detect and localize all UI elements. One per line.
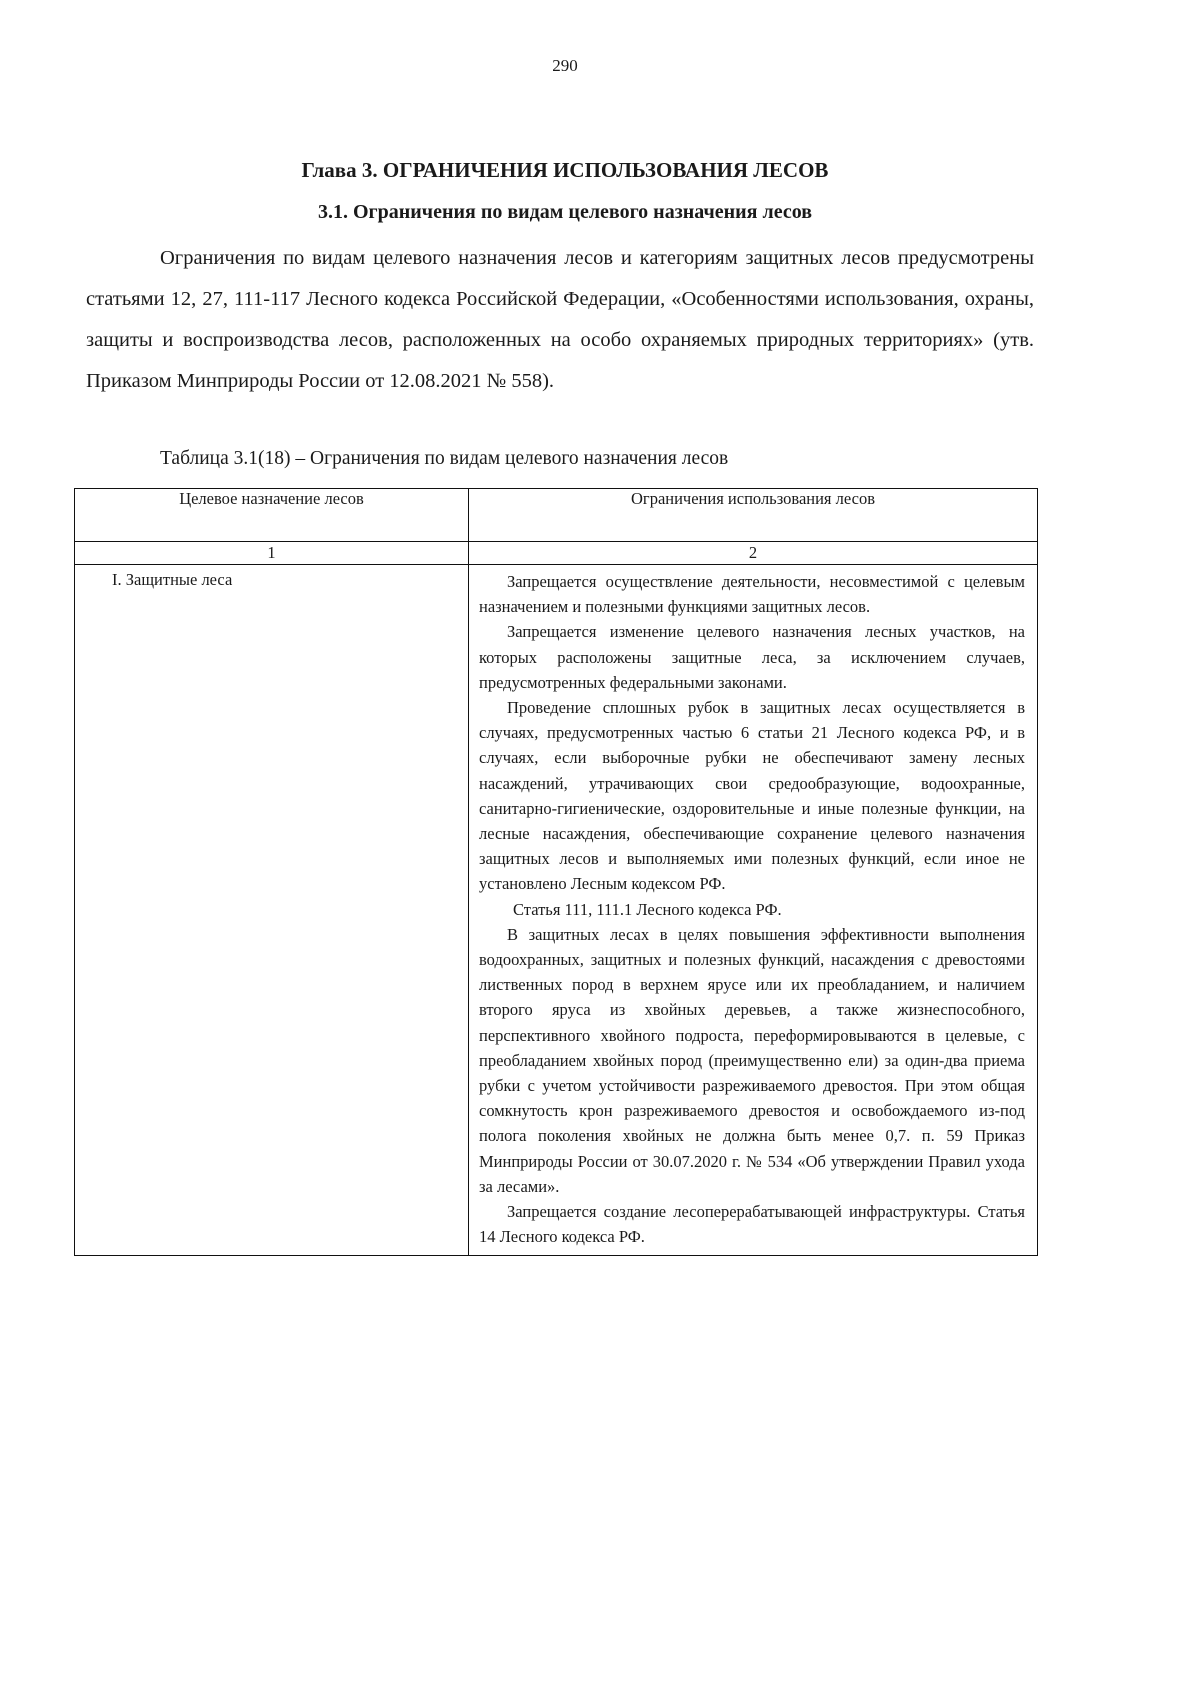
header-purpose: Целевое назначение лесов <box>75 489 469 542</box>
restriction-paragraph: Запрещается осуществление деятельности, несовместимой с целевым назначением и полезными функциями защитных лесов. <box>479 572 1025 617</box>
header-restrictions: Ограничения использования лесов <box>469 489 1038 542</box>
intro-paragraph: Ограничения по видам целевого назначения лесов и категориям защитных лесов предусмотрены статьями 12, 27, 111-117 Лесного кодекса Российской Федерации, «Особенностями использования, охраны, защиты и воспроизводства лесов, расположенных на особо охраняемых природных территориях» (утв. Приказом Минприроды России от 12.08.2021 № 558). <box>86 247 1034 392</box>
restriction-paragraph: Статья 111, 111.1 Лесного кодекса РФ. <box>513 899 782 919</box>
section-title: 3.1. Ограничения по видам целевого назначения лесов <box>318 201 812 223</box>
table-caption: Таблица 3.1(18) – Ограничения по видам целевого назначения лесов <box>160 448 729 469</box>
restrictions-cell <box>469 565 1038 1256</box>
restriction-paragraph: Проведение сплошных рубок в защитных лесах осуществляется в случаях, предусмотренных частью 6 статьи 21 Лесного кодекса РФ, и в случаях, если выборочные рубки не обеспечивают замену лесных насаждений, утрачивающих свои средообразующие, водоохранные, санитарно-гигиенические, оздоровительные и иные полезные функции, на лесные насаждения, обеспечивающие сохранение целевого назначения защитных лесов и выполняемых ими полезных функций, если иное не установлено Лесным кодексом РФ. <box>479 698 1025 894</box>
table-header-row <box>75 489 1038 542</box>
column-number-1: 1 <box>75 542 469 565</box>
restriction-paragraph: Запрещается создание лесоперерабатывающей инфраструктуры. Статья 14 Лесного кодекса РФ. <box>479 1202 1025 1247</box>
column-number-2: 2 <box>469 542 1038 565</box>
restrictions-table <box>74 488 1038 1256</box>
column-number-row <box>75 542 1038 565</box>
purpose-text: I. Защитные леса <box>112 570 233 589</box>
restriction-paragraph: В защитных лесах в целях повышения эффективности выполнения водоохранных, защитных и полезных функций, насаждения с древостоями лиственных пород в верхнем ярусе или их преобладанием, и наличием второго яруса из хвойных деревьев, а также жизнеспособного, перспективного хвойного подроста, переформировываются в целевые, с преобладанием хвойных пород (преимущественно ели) за один-два приема рубки с учетом устойчивости разреживаемого древостоя. При этом общая сомкнутость крон разреживаемого древостоя и освобождаемого из-под полога поколения хвойных не должна быть менее 0,7. п. 59 Приказ Минприроды России от 30.07.2020 г. № 534 «Об утверждении Правил ухода за лесами». <box>479 924 1025 1196</box>
page-number: 290 <box>552 56 578 75</box>
table-row <box>75 565 1038 1256</box>
restriction-paragraph: Запрещается изменение целевого назначения лесных участков, на которых расположены защитные леса, за исключением случаев, предусмотренных федеральными законами. <box>479 622 1025 692</box>
purpose-cell <box>75 565 469 1256</box>
chapter-title: Глава 3. ОГРАНИЧЕНИЯ ИСПОЛЬЗОВАНИЯ ЛЕСОВ <box>301 158 829 182</box>
